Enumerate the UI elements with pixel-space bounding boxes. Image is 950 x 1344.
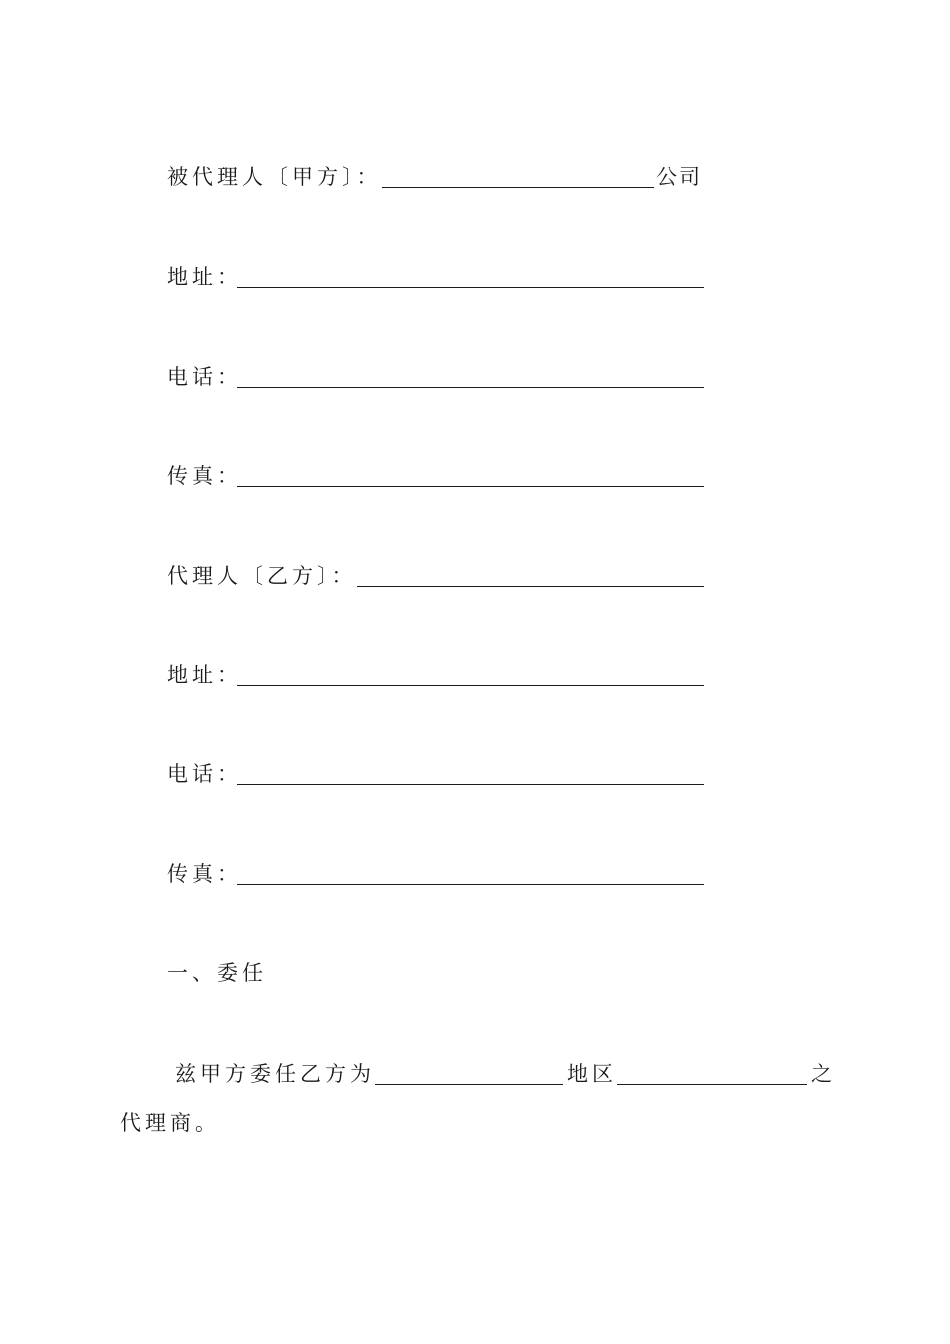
section-1-text-part2: 地区 (567, 1062, 617, 1086)
party-a-fax-label: 传真： (167, 464, 242, 488)
party-b-phone-label: 电话： (167, 762, 242, 786)
section-1-heading: 一、委任 (167, 961, 267, 985)
party-a-company-suffix: 公司 (656, 165, 702, 189)
party-b-phone-row (167, 759, 242, 789)
party-a-name-row (167, 162, 702, 192)
party-b-name-blank[interactable] (357, 586, 704, 587)
party-a-name-blank[interactable] (382, 187, 654, 188)
party-b-address-blank[interactable] (237, 685, 704, 686)
party-a-fax-blank[interactable] (237, 486, 704, 487)
party-b-name-row (167, 561, 357, 591)
section-1-text-part3: 之 (811, 1062, 834, 1086)
party-b-fax-row (167, 859, 242, 889)
party-a-address-label: 地址： (167, 265, 242, 289)
party-b-label: 代理人〔乙方〕： (167, 564, 357, 588)
party-b-fax-label: 传真： (167, 862, 242, 886)
appointment-product-blank[interactable] (617, 1084, 807, 1085)
party-a-address-row (167, 262, 242, 292)
party-b-address-label: 地址： (167, 663, 242, 687)
party-a-label: 被代理人〔甲方〕： (167, 165, 382, 189)
party-b-address-row (167, 660, 242, 690)
appointment-region-blank[interactable] (375, 1084, 563, 1085)
party-a-phone-row (167, 362, 242, 392)
section-1-text-part4: 代理商。 (120, 1111, 220, 1135)
section-1-text-part1: 兹甲方委任乙方为 (175, 1062, 375, 1086)
section-1-paragraph-line-1 (175, 1059, 840, 1089)
party-b-fax-blank[interactable] (237, 884, 704, 885)
party-a-address-blank[interactable] (237, 287, 704, 288)
party-b-phone-blank[interactable] (237, 784, 704, 785)
party-a-phone-label: 电话： (167, 365, 242, 389)
party-a-fax-row (167, 461, 242, 491)
party-a-phone-blank[interactable] (237, 387, 704, 388)
